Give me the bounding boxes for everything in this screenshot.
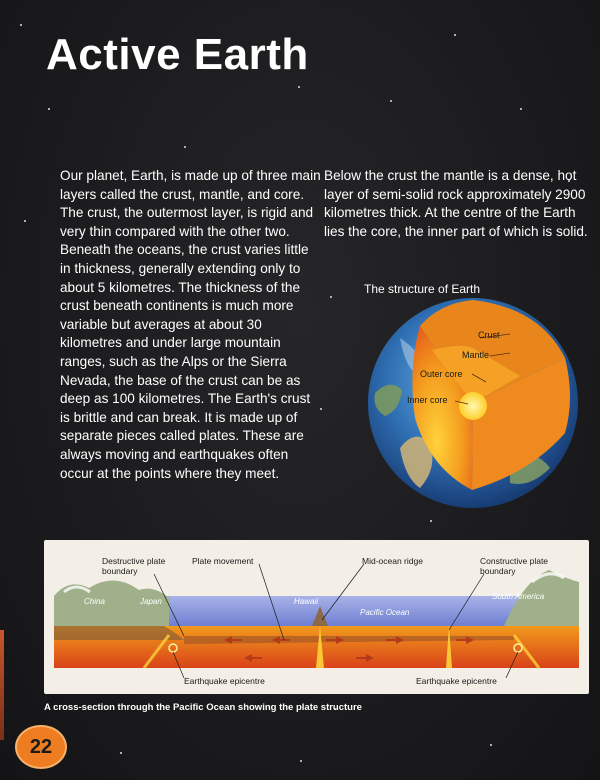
place-hawaii: Hawaii	[294, 597, 319, 606]
star	[330, 296, 332, 298]
star	[490, 744, 492, 746]
page-number-badge: 22	[15, 725, 67, 769]
star	[300, 760, 302, 762]
place-china: China	[84, 597, 105, 606]
place-south-america: South America	[492, 592, 545, 601]
body-text-column-2: Below the crust the mantle is a dense, hot layer of semi-solid rock approximately 2900 kilometres thick. At the centre of the Earth lies the core, the inner part of which is solid.	[324, 168, 588, 239]
star	[120, 752, 122, 754]
label-outer-core: Outer core	[420, 369, 463, 379]
label-epicentre-right: Earthquake epicentre	[416, 676, 497, 686]
earth-diagram-caption: The structure of Earth	[364, 282, 481, 296]
continental-crust-left	[54, 626, 184, 640]
label-constructive-boundary: Constructive plate boundary	[480, 556, 549, 576]
star	[430, 520, 432, 522]
cross-section-caption: A cross-section through the Pacific Ocean showing the plate structure	[44, 702, 362, 713]
label-destructive-boundary: Destructive plate boundary	[102, 556, 166, 576]
pacific-cross-section-diagram	[44, 540, 589, 694]
label-mid-ocean-ridge: Mid-ocean ridge	[362, 556, 423, 566]
star	[390, 100, 392, 102]
page-title: Active Earth	[46, 30, 309, 79]
label-plate-movement: Plate movement	[192, 556, 254, 566]
earth-illustration	[360, 298, 586, 508]
star	[184, 146, 186, 148]
star	[520, 108, 522, 110]
star	[298, 86, 300, 88]
label-mantle: Mantle	[462, 350, 490, 360]
label-epicentre-left: Earthquake epicentre	[184, 676, 265, 686]
place-japan: Japan	[140, 597, 162, 606]
label-inner-core: Inner core	[407, 395, 448, 405]
star	[20, 24, 22, 26]
earth-structure-diagram	[360, 298, 586, 508]
star	[454, 34, 456, 36]
page-edge-strip	[0, 630, 4, 740]
body-text-column-1: Our planet, Earth, is made up of three main layers called the crust, mantle, and core. The crust, the outermost layer, is rigid and very thin compared with the other two. Beneath the oceans, the crust varies little in thickness, generally extending only to about 5 kilometres. The thickness of the crust beneath continents is much more variable but averages at about 30 kilometres and under large mountain ranges, such as the Alps or the Sierra Nevada, the base of the crust can be as deep as 100 kilometres. The Earth's crust is brittle and can break. It is made up of separate pieces called plates. These are always moving and earthquakes often occur at the points where they meet.	[60, 168, 321, 481]
inner-core	[459, 392, 487, 420]
label-crust: Crust	[478, 330, 500, 340]
star	[24, 220, 26, 222]
star	[48, 108, 50, 110]
place-pacific-ocean: Pacific Ocean	[360, 608, 410, 617]
